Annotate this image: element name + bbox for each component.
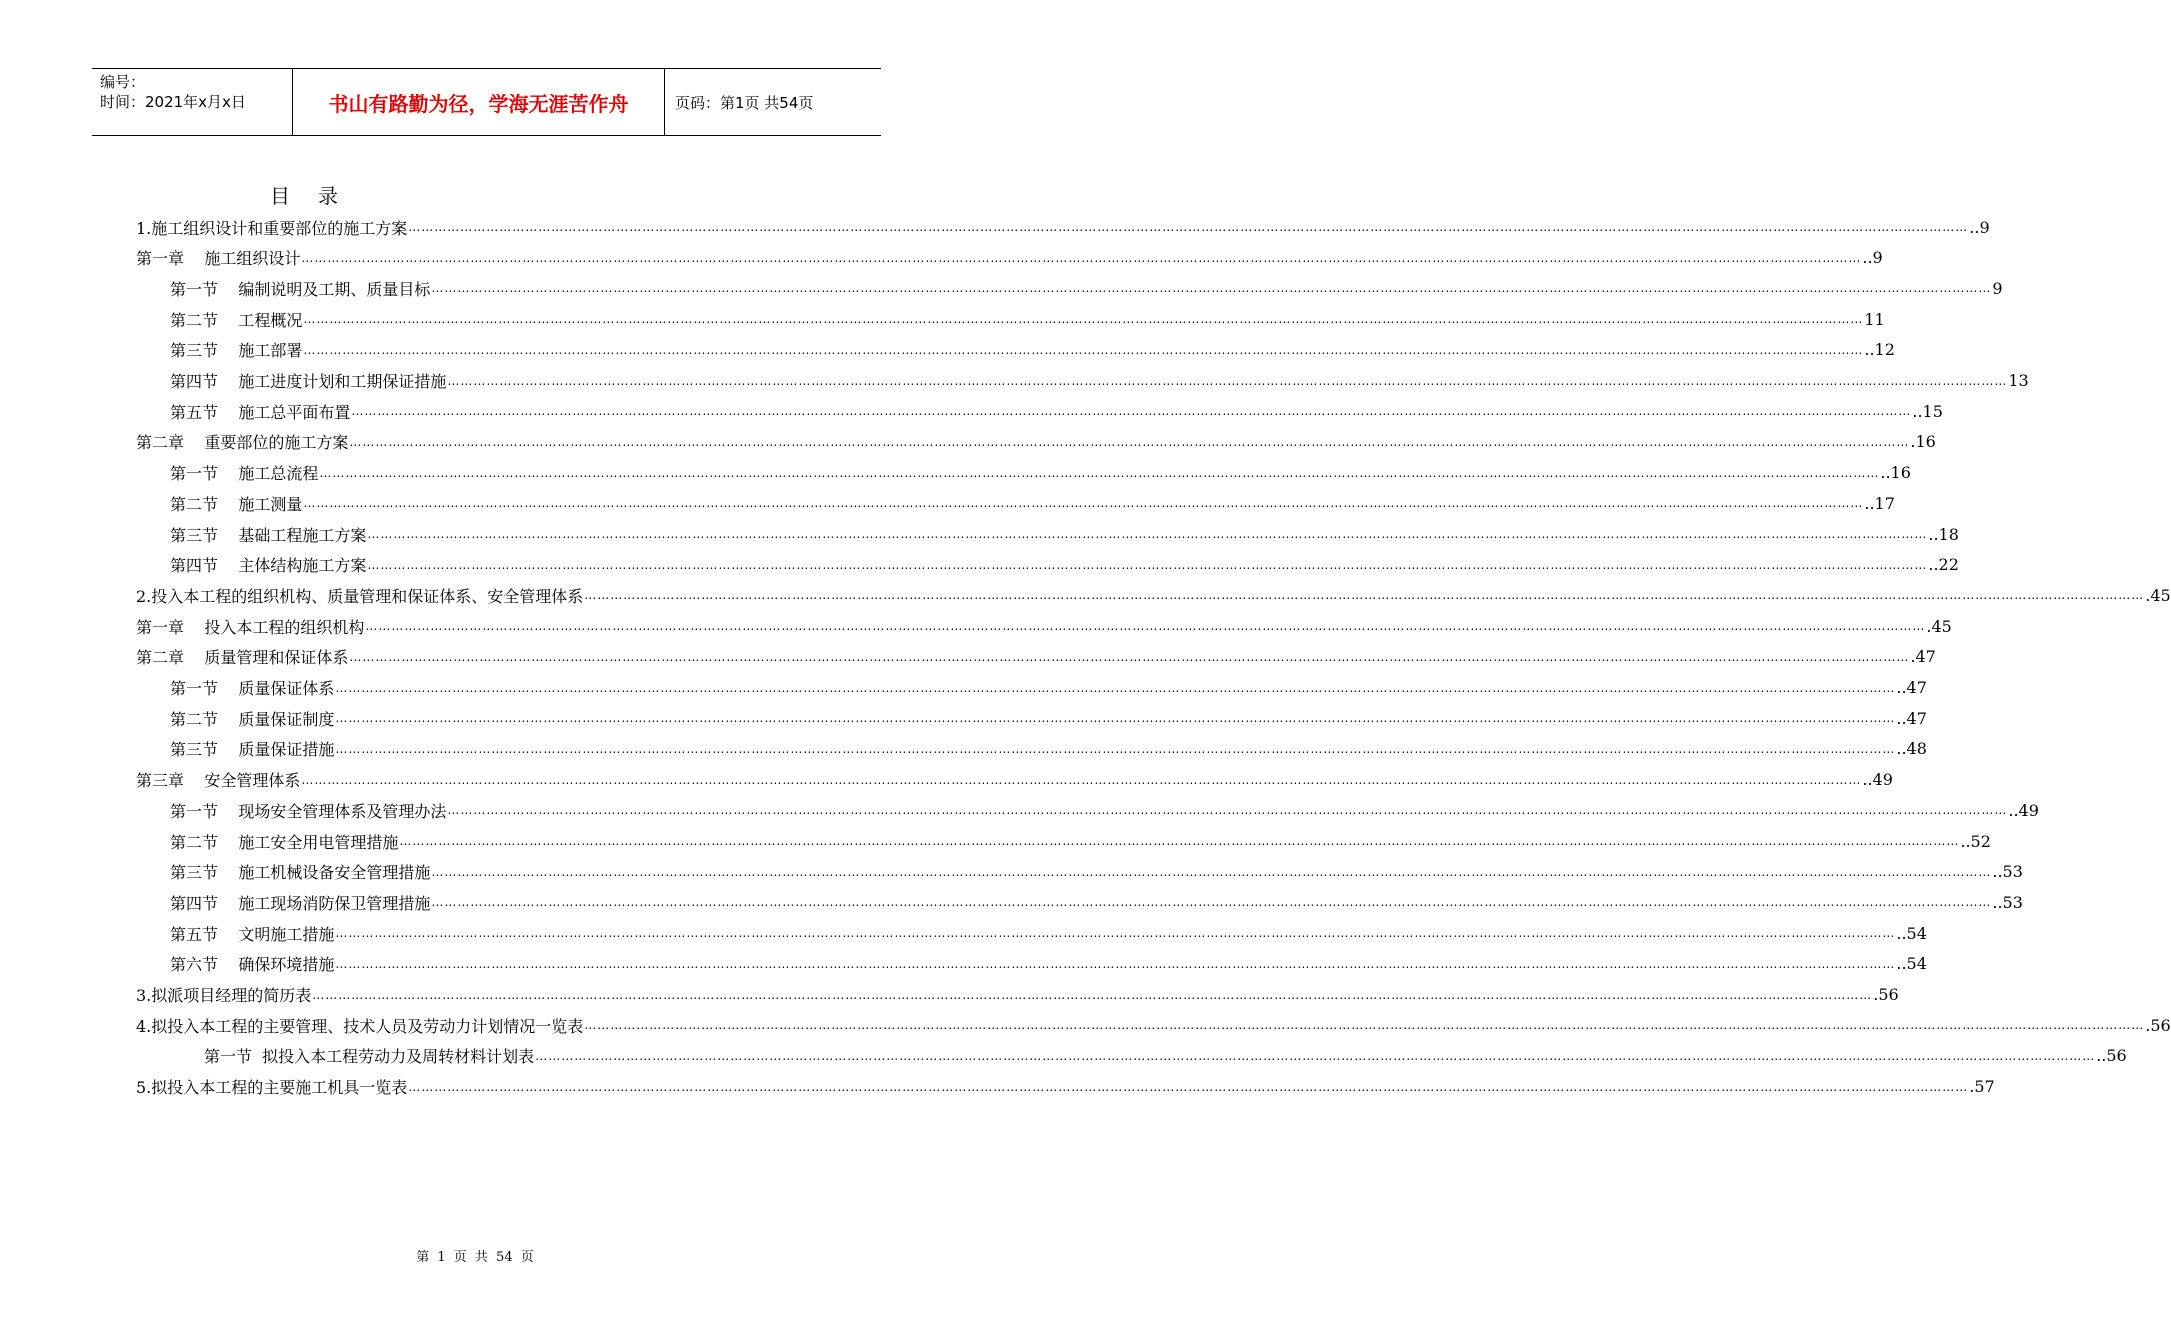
toc-entry-label: 第二章 重要部位的施工方案 (136, 433, 349, 453)
toc-entry-page: .47 (1910, 647, 1936, 667)
toc-entry[interactable] (170, 673, 1927, 703)
toc-entry-label: 3.拟派项目经理的简历表 (136, 986, 312, 1005)
toc-entry-label: 第三节 施工部署 (170, 341, 303, 361)
toc-entry[interactable] (170, 550, 1959, 580)
toc-leader-dots: ……………………………………………………………………………………………………………………………………………………………………………………………………………………………………………………………………………………………………………………………… (431, 895, 1992, 910)
toc-entry-label: 第二节 施工测量 (170, 494, 303, 514)
toc-entry-label: 第二节 施工安全用电管理措施 (170, 832, 399, 852)
toc-entry-label: 第三节 质量保证措施 (170, 740, 335, 760)
toc-entry-label: 第六节 确保环境措施 (170, 955, 335, 975)
toc-entry-page: ..18 (1928, 524, 1959, 544)
toc-entry[interactable] (136, 427, 1936, 457)
toc-leader-dots: ……………………………………………………………………………………………………………………………………………………………………………………………………………………………………………………………………………………………………………………………… (349, 434, 1910, 449)
toc-entry[interactable] (170, 335, 1895, 365)
toc-entry-label: 第二节 工程概况 (170, 310, 303, 330)
toc-leader-dots: ……………………………………………………………………………………………………………………………………………………………………………………………………………………………………………………………………………………………………………………………… (431, 281, 1992, 296)
toc-leader-dots: ……………………………………………………………………………………………………………………………………………………………………………………………………………………………………………………………………………………………………………………………… (303, 496, 1864, 511)
toc-leader-dots: ……………………………………………………………………………………………………………………………………………………………………………………………………………………………………………………………………………………………………………………………… (303, 342, 1864, 357)
toc-leader-dots: ……………………………………………………………………………………………………………………………………………………………………………………………………………………………………………………………………………………………………………………………… (535, 1048, 2096, 1063)
toc-entry-label: 第四节 施工现场消防保卫管理措施 (170, 893, 431, 913)
toc-entry[interactable] (170, 304, 1885, 334)
toc-entry-page: ..15 (1912, 401, 1943, 421)
toc-title: 目录 (270, 184, 366, 208)
toc-leader-dots: ……………………………………………………………………………………………………………………………………………………………………………………………………………………………………………………………………………………………………………………………… (408, 1079, 1969, 1094)
toc-entry[interactable] (170, 458, 1911, 488)
toc-leader-dots: ……………………………………………………………………………………………………………………………………………………………………………………………………………………………………………………………………………………………………………………………… (319, 465, 1880, 480)
toc-entry-label: 第一节 现场安全管理体系及管理办法 (170, 801, 447, 821)
toc-entry[interactable] (170, 519, 1959, 549)
toc-entry-label: 第四节 施工进度计划和工期保证措施 (170, 372, 447, 391)
toc-entry-page: .45 (2145, 585, 2171, 605)
toc-entry[interactable] (204, 1041, 2127, 1071)
toc-entry-page: ..9 (1862, 248, 1883, 268)
toc-entry[interactable] (170, 887, 2023, 917)
toc-entry-page: .45 (1926, 616, 1952, 636)
toc-entry-label: 第三节 施工机械设备安全管理措施 (170, 863, 431, 883)
toc-entry[interactable] (136, 1072, 1995, 1102)
toc-entry-page: 9 (1992, 278, 2003, 298)
toc-leader-dots: ……………………………………………………………………………………………………………………………………………………………………………………………………………………………………………………………………………………………………………………………… (301, 250, 1862, 265)
page-footer: 第 1 页 共 54 页 (416, 1250, 534, 1265)
toc-entry-page: .57 (1969, 1077, 1995, 1097)
toc-entry-label: 第一节 施工总流程 (170, 464, 319, 484)
toc-leader-dots: ……………………………………………………………………………………………………………………………………………………………………………………………………………………………………………………………………………………………………………………………… (447, 803, 2008, 818)
toc-entry-label: 第三节 基础工程施工方案 (170, 525, 367, 545)
toc-leader-dots: ……………………………………………………………………………………………………………………………………………………………………………………………………………………………………………………………………………………………………………………………… (584, 588, 2145, 603)
toc-entry-page: ..52 (1960, 831, 1991, 851)
toc-leader-dots: ……………………………………………………………………………………………………………………………………………………………………………………………………………………………………………………………………………………………………………………………… (312, 987, 1873, 1002)
toc-entry-page: ..17 (1864, 493, 1895, 513)
toc-entry-page: .56 (1873, 985, 1899, 1004)
toc-entry[interactable] (136, 243, 1883, 273)
toc-entry-label: 第三章 安全管理体系 (136, 771, 301, 791)
toc-leader-dots: ……………………………………………………………………………………………………………………………………………………………………………………………………………………………………………………………………………………………………………………………… (351, 404, 1912, 419)
toc-leader-dots: ……………………………………………………………………………………………………………………………………………………………………………………………………………………………………………………………………………………………………………………………… (335, 956, 1896, 971)
toc-entry-page: ..49 (2008, 800, 2039, 820)
toc-entry[interactable] (136, 1010, 2171, 1040)
toc-entry-label: 4.拟投入本工程的主要管理、技术人员及劳动力计划情况一览表 (136, 1016, 584, 1036)
toc-leader-dots: ……………………………………………………………………………………………………………………………………………………………………………………………………………………………………………………………………………………………………………………………… (335, 680, 1896, 695)
toc-entry-label: 5.拟投入本工程的主要施工机具一览表 (136, 1078, 408, 1098)
toc-leader-dots: ……………………………………………………………………………………………………………………………………………………………………………………………………………………………………………………………………………………………………………………………… (447, 373, 2008, 388)
toc-entry[interactable] (136, 765, 1893, 795)
toc-entry[interactable] (136, 212, 1990, 242)
code-label: 编号： (100, 73, 146, 91)
toc-leader-dots: ……………………………………………………………………………………………………………………………………………………………………………………………………………………………………………………………………………………………………………………………… (365, 619, 1926, 634)
page-header (92, 68, 881, 136)
toc-entry-label: 第五节 文明施工措施 (170, 924, 335, 944)
toc-leader-dots: ……………………………………………………………………………………………………………………………………………………………………………………………………………………………………………………………………………………………………………………………… (335, 926, 1896, 941)
toc-entry-label: 第二章 质量管理和保证体系 (136, 648, 349, 668)
toc-entry-page: ..22 (1928, 555, 1959, 575)
toc-entry-page: ..56 (2096, 1046, 2127, 1066)
header-page-info: 页码：第1页 共54页 (675, 93, 814, 112)
toc-entry[interactable] (170, 396, 1943, 426)
toc-entry[interactable] (170, 734, 1927, 764)
toc-entry-label: 第五节 施工总平面布置 (170, 402, 351, 422)
toc-leader-dots: ……………………………………………………………………………………………………………………………………………………………………………………………………………………………………………………………………………………………………………………………… (367, 527, 1928, 541)
toc-entry[interactable] (136, 980, 1899, 1010)
time-label: 时间：2021年x月x日 (100, 93, 246, 111)
toc-leader-dots: ……………………………………………………………………………………………………………………………………………………………………………………………………………………………………………………………………………………………………………………………… (303, 312, 1864, 327)
toc-entry[interactable] (170, 857, 2023, 887)
toc-entry-label: 第一节 编制说明及工期、质量目标 (170, 279, 431, 299)
toc-entry-page: ..48 (1896, 739, 1927, 759)
header-motto: 书山有路勤为径，学海无涯苦作舟 (293, 69, 665, 135)
toc-entry[interactable] (136, 611, 1952, 641)
toc-entry-page: .16 (1910, 432, 1936, 452)
toc-entry-page: ..53 (1992, 892, 2023, 912)
toc-entry[interactable] (170, 826, 1991, 856)
toc-entry-label: 1.施工组织设计和重要部位的施工方案 (136, 218, 408, 238)
toc-entry-label: 第一章 施工组织设计 (136, 249, 301, 269)
toc-entry-page: ..54 (1896, 954, 1927, 974)
toc-entry-label: 第一节 拟投入本工程劳动力及周转材料计划表 (204, 1047, 535, 1067)
toc-entry[interactable] (170, 949, 1927, 979)
toc-entry-label: 第一节 质量保证体系 (170, 679, 335, 698)
toc-leader-dots: ……………………………………………………………………………………………………………………………………………………………………………………………………………………………………………………………………………………………………………………………… (301, 772, 1862, 787)
toc-entry-page: 13 (2008, 371, 2029, 390)
toc-entry[interactable] (170, 795, 2039, 825)
toc-entry[interactable] (136, 642, 1936, 672)
toc-leader-dots: ……………………………………………………………………………………………………………………………………………………………………………………………………………………………………………………………………………………………………………………………… (335, 711, 1896, 726)
toc-entry-page: ..47 (1896, 678, 1927, 697)
toc-entry-page: .56 (2145, 1015, 2171, 1035)
toc-entry[interactable] (170, 488, 1895, 518)
toc-entry-label: 第四节 主体结构施工方案 (170, 556, 367, 576)
toc-entry[interactable] (170, 273, 2003, 303)
toc-leader-dots: ……………………………………………………………………………………………………………………………………………………………………………………………………………………………………………………………………………………………………………………………… (408, 220, 1969, 234)
toc-leader-dots: ……………………………………………………………………………………………………………………………………………………………………………………………………………………………………………………………………………………………………………………………… (584, 1018, 2145, 1033)
toc-entry[interactable] (170, 918, 1927, 948)
toc-entry[interactable] (136, 580, 2171, 610)
toc-entry-page: ..9 (1969, 217, 1990, 237)
toc-entry-label: 第二节 质量保证制度 (170, 709, 335, 729)
toc-entry-page: ..16 (1880, 463, 1911, 483)
toc-leader-dots: ……………………………………………………………………………………………………………………………………………………………………………………………………………………………………………………………………………………………………………………………… (367, 557, 1928, 572)
toc-entry-page: ..47 (1896, 708, 1927, 728)
toc-entry-page: ..53 (1992, 862, 2023, 882)
toc-entry-label: 第一章 投入本工程的组织机构 (136, 617, 365, 637)
toc-leader-dots: ……………………………………………………………………………………………………………………………………………………………………………………………………………………………………………………………………………………………………………………………… (349, 649, 1910, 664)
toc-entry-page: ..54 (1896, 923, 1927, 943)
toc-entry-page: ..12 (1864, 340, 1895, 360)
toc-entry[interactable] (170, 366, 2029, 396)
header-meta (92, 69, 293, 135)
toc-entry-page: ..49 (1862, 770, 1893, 790)
toc-leader-dots: ……………………………………………………………………………………………………………………………………………………………………………………………………………………………………………………………………………………………………………………………… (399, 834, 1960, 848)
toc-leader-dots: ……………………………………………………………………………………………………………………………………………………………………………………………………………………………………………………………………………………………………………………………… (431, 864, 1992, 879)
toc-entry-page: 11 (1864, 309, 1885, 329)
toc-entry[interactable] (170, 703, 1927, 733)
toc-entry-label: 2.投入本工程的组织机构、质量管理和保证体系、安全管理体系 (136, 586, 584, 606)
toc-leader-dots: ……………………………………………………………………………………………………………………………………………………………………………………………………………………………………………………………………………………………………………………………… (335, 741, 1896, 756)
